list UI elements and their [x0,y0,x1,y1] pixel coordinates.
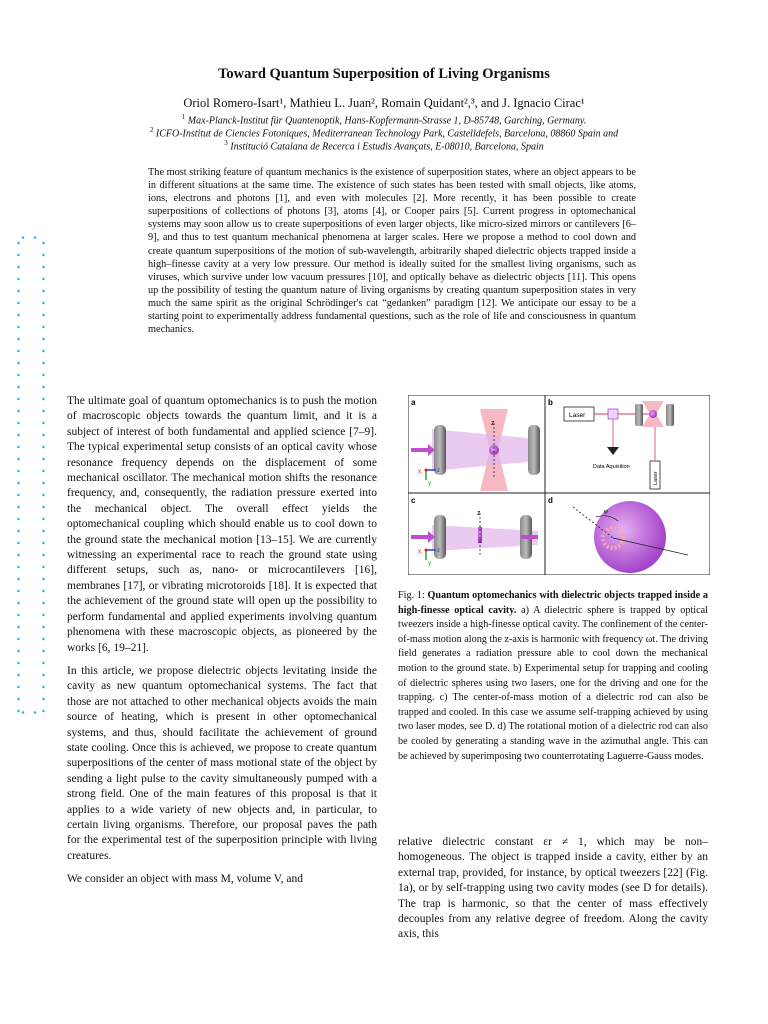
body-right-column: relative dielectric constant εr ≠ 1, which may be non–homogeneous. The object is trapped inside a cavity, either by an external trap, provided, for instance, by optical tweezers [22] (Fig. 1a), or by self-trapping using two cavity modes (see D for details). The trap is harmonic, so that the center of mass effectively decouples from any relative degree of freedom. Along the cavity axis, this [398,836,708,941]
svg-text:y: y [428,561,431,567]
svg-text:z: z [437,548,440,554]
right-mirror [528,425,540,475]
caption-label: Fig. 1: [398,590,425,601]
abstract: The most striking feature of quantum mechanics is the existence of superposition states, where an object appears to be in different situations at the same time. The existence of such states has been tested with small objects, like atoms, ions, electrons and photons [1], and even with molecules [2]. More recently, it has been possible to create superpositions of collections of photons [3], atoms [4], or Cooper pairs [5]. Current progress in optomechanical systems may soon allow us to create superpositions of even larger objects, like micro-sized mirrors or cantilevers [6–9], and thus to test quantum mechanical phenomena at larger scales. Here we propose a method to cool down and create quantum superpositions of the motion of sub-wavelength, arbitrarily shaped dielectric objects trapped inside a high–finesse cavity at a very low pressure. Our method is ideally suited for the smallest living organisms, such as viruses, which survive under low vacuum pressures [10], and optically behave as dielectric objects [11]. This opens up the possibility of testing the quantum nature of living organisms by creating quantum superposition states in very much the same spirit as the original Schrödinger's cat “gedanken” paradigm [12]. We anticipate our essay to be a starting point to experimentally address fundamental questions, such as the role of life and consciousness in quantum mechanics. [148,167,636,336]
figure-1 [408,395,710,575]
svg-text:z: z [477,510,481,517]
axis-z-label-a: z [491,420,495,427]
svg-text:x: x [418,469,421,475]
panel-label-a: a [411,398,416,407]
affiliation-number: 1 [181,113,186,121]
svg-text:z: z [437,468,440,474]
panel-label-b: b [548,398,553,407]
left-mirror [434,425,446,475]
affiliation-text: Institució Catalana de Recerca i Estudis Avançats, E-08010, Barcelona, Spain [230,141,544,153]
affiliation-text: Max-Planck-Institut für Quantenoptik, Hans-Kopfermann-Strasse 1, D-85748, Garching, Germany. [187,115,587,127]
affiliation-number: 3 [224,139,228,147]
laser-vertical-label: Laser [653,471,659,485]
margin-annotation-left-edge [17,237,20,713]
phi-label: φ [604,508,608,515]
caption-body: a) A dielectric sphere is trapped by optical tweezers inside a high-finesse optical cavity. The confinement of the center-of-mass motion along the z-axis is harmonic with frequency ωt. The driving field generates a radiation pressure able to cool down the mechanical motion to the ground state. b) Experimental setup for trapping and cooling of dielectric spheres using two lasers, one for the driving and one for the trapping. c) The center-of-mass motion of a dielectric rod can also be trapped and cooled. In this case we assume self-trapping achieved by using two laser modes, see D. d) The rotational motion of a dielectric rod can also be cooled by generating a standing wave in the azimuthal angle. This can be achieved by superimposing two counterrotating Laguerre-Gauss modes. [398,604,708,762]
laser-label: Laser [569,412,586,419]
daq-label: Data Aquisition [593,464,630,470]
dielectric-sphere [489,445,499,455]
panel-label-d: d [548,496,553,505]
margin-annotation-right-edge [42,237,45,713]
affiliation-3 [0,139,768,152]
body-paragraph-1: The ultimate goal of quantum optomechanics is to push the motion of macroscopic objects towards the quantum limit, and it is a subject of interest of both fundamental and applied science [7–9]. The typical experimental setup consists of an optical cavity whose resonance frequency depends on the displacement of some mechanical oscillator. The mechanical motion shifts the resonance frequency, and, consequently, the radiation pressure exerted into the mechanical object. The overall effect yields the optomechanical coupling which should enable us to cool down to the ground state the mechanical motion [13–15]. We are currently witnessing an experimental race to reach the ground state using different setups, such as, nano- or microcantilevers [16], membranes [17], or vibrating microtoroids [18]. It is expected that the achievement of the ground state will open up the possibility to perform fundamental and applied experiments involving quantum phenomena with these macroscopic objects, as pioneered by the works [6, 19–21]. [67,395,377,654]
margin-annotation-bottom-edge [17,711,45,714]
svg-text:y: y [428,481,431,487]
margin-annotation-top-edge [17,236,45,239]
affiliation-2 [0,126,768,139]
body-paragraph-2: In this article, we propose dielectric objects levitating inside the cavity as new quantum optomechanical systems. The fact that those are not attached to other mechanical objects avoids the main source of heating, which is present in other optomechanical systems, and thus, should facilitate the achievement of ground state cooling. Once this is achieved, we propose to create quantum superpositions of the center of mass motional state of the object by sending a light pulse to the cavity simultaneously pumped with a strong field. One of the main features of this proposal is that it applies to a wide variety of new objects and, in particular, to certain living organisms. Therefore, our proposal paves the path for the experimental test of the superposition principle with living creatures. [67,664,377,862]
paper-title: Toward Quantum Superposition of Living Organisms [218,66,550,82]
author-list: Oriol Romero-Isart¹, Mathieu L. Juan², Romain Quidant²,³, and J. Ignacio Cirac¹ [183,96,585,110]
affiliation-text: ICFO-Institut de Ciencies Fotoniques, Mediterranean Technology Park, Castelldefels, Barcelona, 08860 Spain and [155,128,619,140]
body-paragraph-3: We consider an object with mass M, volume V, and [67,873,303,886]
affiliation-number: 2 [149,126,154,134]
body-left-column [67,394,377,896]
affiliation-1 [0,113,768,126]
figure-1-caption [398,589,708,764]
caption-bold-title: Quantum optomechanics with dielectric objects trapped inside a high-finesse optical cavity. [398,590,708,616]
panel-label-c: c [411,496,416,505]
svg-text:x: x [418,549,421,555]
